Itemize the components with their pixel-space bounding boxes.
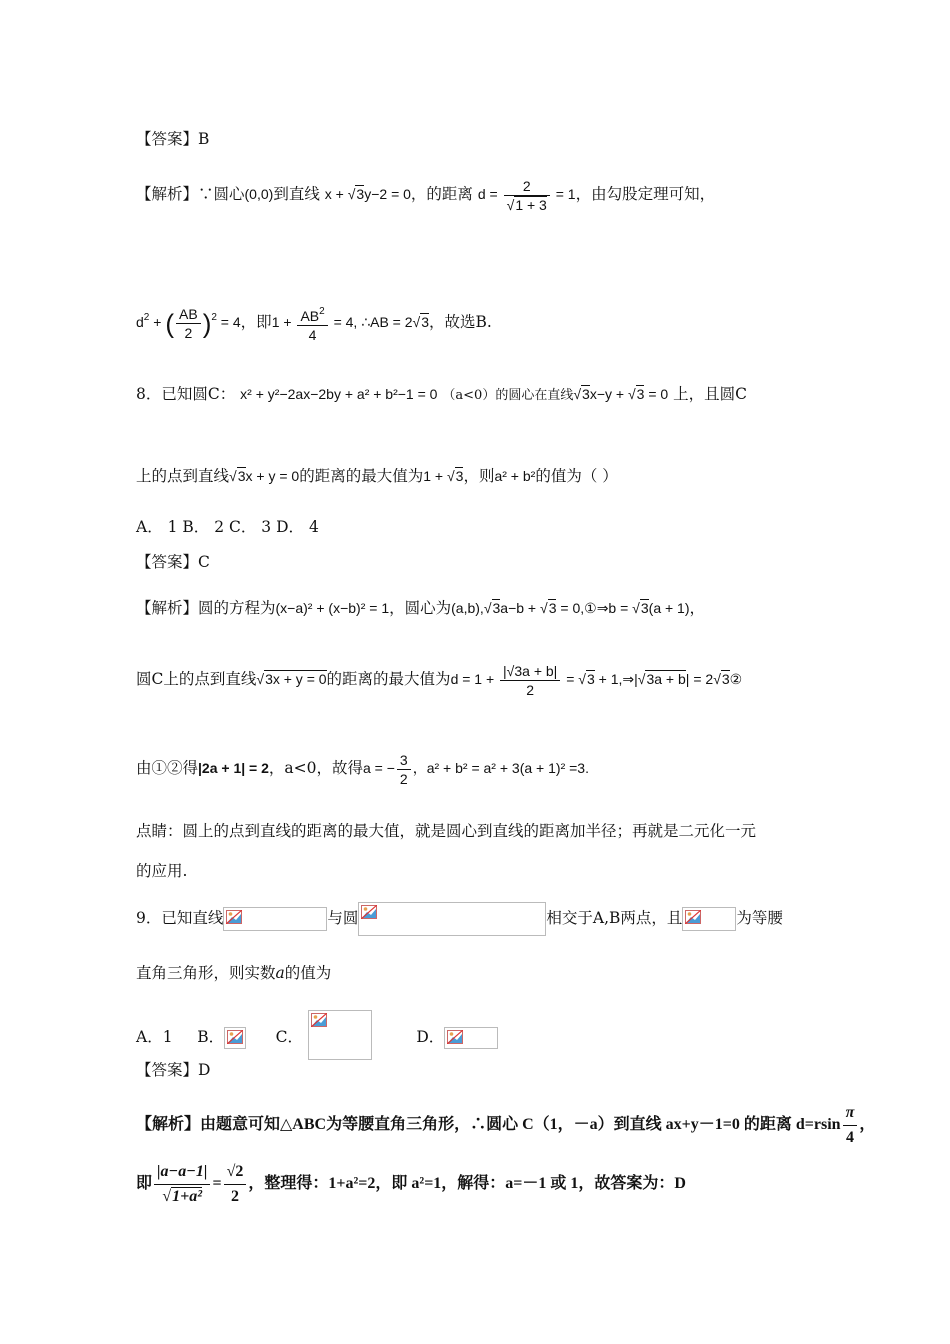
circled-one: ①: [584, 601, 597, 617]
broken-image-placeholder: [223, 907, 327, 931]
q7-line-equation: x + √3y−2 = 0: [324, 186, 411, 203]
broken-image-placeholder: [358, 902, 546, 936]
image-icon: [685, 910, 701, 924]
q8-answer: 【答案】C: [136, 553, 210, 571]
q9-stem-line1: 9．已知直线 与圆 相交于A,B两点，且 为等腰: [136, 902, 783, 936]
q8-options: A． 1 B． 2 C． 3 D． 4: [136, 518, 319, 536]
q7-distance-formula: d = $\frac{2}{√1 + 3}$ = 1: [477, 178, 576, 213]
q8-analysis-line3: 由①②得|2a + 1| = 2，a<0，故得a = − $\frac{3}{2}$ ，a² + b² = a² + 3(a + 1)² =3.: [136, 752, 589, 787]
image-icon: [447, 1030, 463, 1044]
q8-stem-line1: 8．已知圆C： x² + y²−2ax−2by + a² + b²−1 = 0 （a<0）的圆心在直线√3x−y + √3 = 0 上，且圆C: [136, 385, 747, 403]
broken-image-placeholder: [444, 1027, 498, 1049]
image-icon: [361, 905, 377, 919]
q9-stem-line2: 直角三角形，则实数a的值为: [136, 964, 332, 982]
q9-analysis-line2: 即 $\frac{|a-a-1|}{\text{√1+a²}}$ = $\frac{√2}{2}$ ，整理得：1+a²=2，即 a²=1，解得：a=－1 或 1，故答案为：D: [136, 1160, 686, 1209]
q7-pythag-equation: $d^2$ + ( $\frac{AB}{2}$ )$^2$ = 4: [136, 306, 241, 341]
q8-circle-equation: x² + y²−2ax−2by + a² + b²−1 = 0: [240, 386, 438, 402]
q8-analysis-line2: 圆C上的点到直线√3x + y = 0的距离的最大值为d = 1 + $\frac{|√3a + b|}{2}$ = √3 + 1,⇒|√3a + b| = 2√3②: [136, 663, 743, 698]
image-icon: [311, 1013, 327, 1027]
q9-options: A．1 B． C． D．: [136, 1010, 498, 1060]
q8-stem-line2: 上的点到直线√3x + y = 0的距离的最大值为1 + √3，则a² + b²的值为（ ）: [136, 467, 618, 485]
q8-note-line1: 点睛：圆上的点到直线的距离的最大值，就是圆心到直线的距离加半径；再就是二元化一元: [136, 822, 757, 840]
q8-line1: √3x−y + √3 = 0: [573, 386, 669, 402]
q9-answer: 【答案】D: [136, 1061, 211, 1079]
q9-analysis-line1: 【解析】由题意可知△ABC为等腰直角三角形，∴圆心 C（1，－a）到直线 ax+y－1=0 的距离 d=rsin $\frac{\pi}{4}$ ，: [136, 1101, 875, 1150]
broken-image-placeholder: [224, 1027, 246, 1049]
image-icon: [226, 910, 242, 924]
q7-answer: 【答案】B: [136, 130, 210, 148]
q8-note-line2: 的应用.: [136, 862, 188, 880]
q8-analysis-line1: 【解析】圆的方程为(x−a)² + (x−b)² = 1，圆心为(a,b),√3a−b + √3 = 0,①⇒b = √3(a + 1)，: [136, 599, 706, 617]
broken-image-placeholder: [682, 907, 736, 931]
circled-two: ②: [729, 672, 743, 689]
q7-ab-equation: 1 + $\frac{AB^2}{4}$ = 4, ∴AB = 2√3: [272, 314, 429, 330]
q7-analysis-line2: $d^2$ + ( $\frac{AB}{2}$ )$^2$ = 4，即1 + $\frac{AB^2}{4}$ = 4, ∴AB = 2√3，故选B.: [136, 303, 492, 344]
q7-analysis-line1: 【解析】∵圆心(0,0)到直线 x + √3y−2 = 0，的距离 d = $\frac{2}{√1 + 3}$ = 1，由勾股定理可知，: [136, 178, 716, 213]
broken-image-placeholder: [308, 1010, 372, 1060]
image-icon: [227, 1030, 243, 1044]
